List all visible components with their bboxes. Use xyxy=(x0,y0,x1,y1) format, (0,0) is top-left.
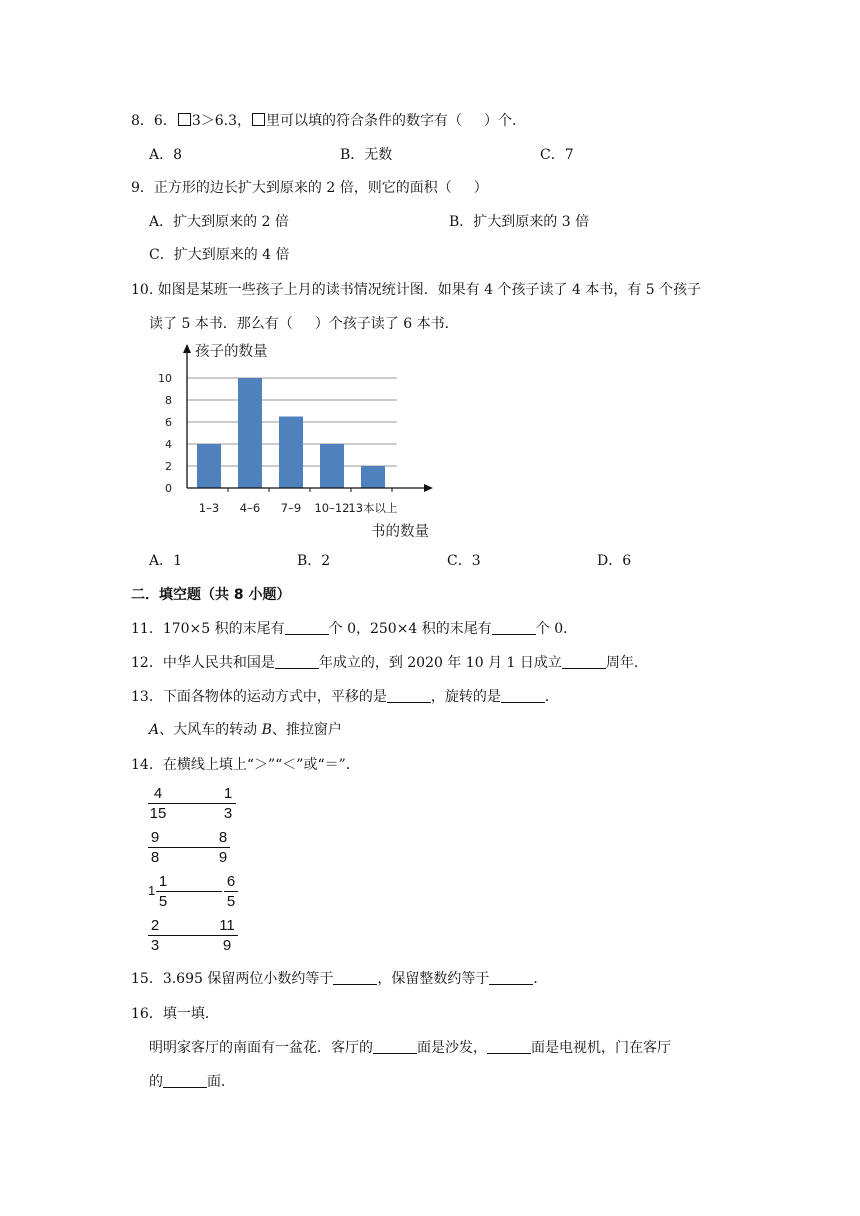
y-tick-label: 10 xyxy=(158,372,172,385)
question-10-line1: 10. 如图是某班一些孩子上月的读书情况统计图．如果有 4 个孩子读了 4 本书，有 5 个孩子 xyxy=(131,282,702,298)
q13-options: A、大风车的转动 B、推拉窗户 xyxy=(149,722,342,738)
q10-option-d: D．6 xyxy=(597,553,632,569)
y-axis-title: 孩子的数量 xyxy=(195,344,268,360)
bar xyxy=(197,444,221,488)
answer-blank[interactable] xyxy=(487,1039,531,1054)
question-10-line2: 读了 5 本书．那么有（ ）个孩子读了 6 本书． xyxy=(149,316,459,332)
x-tick-label: 7–9 xyxy=(280,501,302,515)
answer-blank[interactable] xyxy=(492,620,536,635)
question-12: 12．中华人民共和国是 年成立的，到 2020 年 10 月 1 日成立 周年． xyxy=(131,655,648,671)
y-tick-label: 8 xyxy=(165,394,172,407)
question-16-body-line1: 明明家客厅的南面有一盆花．客厅的 面是沙发， 面是电视机，门在客厅 xyxy=(149,1040,671,1056)
answer-blank[interactable] xyxy=(489,970,533,985)
answer-blank[interactable] xyxy=(333,970,377,985)
x-tick-label: 1–3 xyxy=(198,501,220,515)
question-9: 9．正方形的边长扩大到原来的 2 倍，则它的面积（ ） xyxy=(131,180,488,196)
question-15: 15．3.695 保留两位小数约等于 ，保留整数约等于 ． xyxy=(131,971,548,987)
q8-option-b: B．无数 xyxy=(340,147,393,163)
y-tick-label: 2 xyxy=(165,460,172,473)
fraction-compare-row: 9 8 8 9 xyxy=(146,829,242,869)
q10-option-a: A．1 xyxy=(149,553,183,569)
question-11: 11．170×5 积的末尾有 个 0，250×4 积的末尾有 个 0． xyxy=(131,621,578,637)
answer-blank[interactable] xyxy=(373,1039,417,1054)
bar-chart xyxy=(152,340,437,540)
q10-option-c: C．3 xyxy=(447,553,481,569)
answer-blank[interactable] xyxy=(163,1073,207,1088)
q9-option-b: B．扩大到原来的 3 倍 xyxy=(449,214,590,230)
x-tick-label: 4–6 xyxy=(239,501,261,515)
fraction-compare-row: 4 15 1 3 xyxy=(146,785,242,825)
y-axis-arrow-icon xyxy=(183,344,191,353)
compare-line[interactable] xyxy=(162,847,222,848)
answer-blank[interactable] xyxy=(387,688,431,703)
answer-blank[interactable] xyxy=(501,688,545,703)
q9-option-c: C．扩大到原来的 4 倍 xyxy=(149,247,290,263)
fraction-compare-row: 1 1 5 6 5 xyxy=(146,873,242,913)
bar xyxy=(238,378,262,488)
bar xyxy=(320,444,344,488)
question-8: 8．6． 3＞6.3， 里可以填的符合条件的数字有（ ）个． xyxy=(131,113,527,129)
bar xyxy=(279,417,303,489)
x-tick-label: 10–12 xyxy=(314,501,350,515)
section-title: 二．填空题（共 8 小题） xyxy=(131,587,291,603)
question-16: 16．填一填． xyxy=(131,1006,219,1022)
q8-option-a: A．8 xyxy=(149,147,183,163)
x-axis-title: 书的数量 xyxy=(371,524,429,540)
question-13: 13．下面各物体的运动方式中，平移的是 ，旋转的是 ． xyxy=(131,689,559,705)
blank-box-icon xyxy=(252,113,265,126)
fraction-compare-row: 2 3 11 9 xyxy=(146,917,242,957)
compare-line[interactable] xyxy=(170,891,222,892)
y-tick-label: 0 xyxy=(165,482,172,495)
blank-box-icon xyxy=(178,113,191,126)
x-tick-label: 13本以上 xyxy=(348,501,398,515)
y-tick-label: 4 xyxy=(165,438,172,451)
x-axis-arrow-icon xyxy=(424,484,433,492)
question-16-body-line2: 的 面． xyxy=(149,1074,235,1090)
compare-line[interactable] xyxy=(162,935,218,936)
q8-option-c: C．7 xyxy=(540,147,574,163)
q10-option-b: B．2 xyxy=(297,553,331,569)
answer-blank[interactable] xyxy=(275,654,319,669)
answer-blank[interactable] xyxy=(562,654,606,669)
y-tick-label: 6 xyxy=(165,416,172,429)
answer-blank[interactable] xyxy=(285,620,329,635)
question-14: 14．在横线上填上“＞”“＜”或“＝”． xyxy=(131,757,360,773)
bar xyxy=(361,466,385,488)
q9-option-a: A．扩大到原来的 2 倍 xyxy=(149,214,289,230)
